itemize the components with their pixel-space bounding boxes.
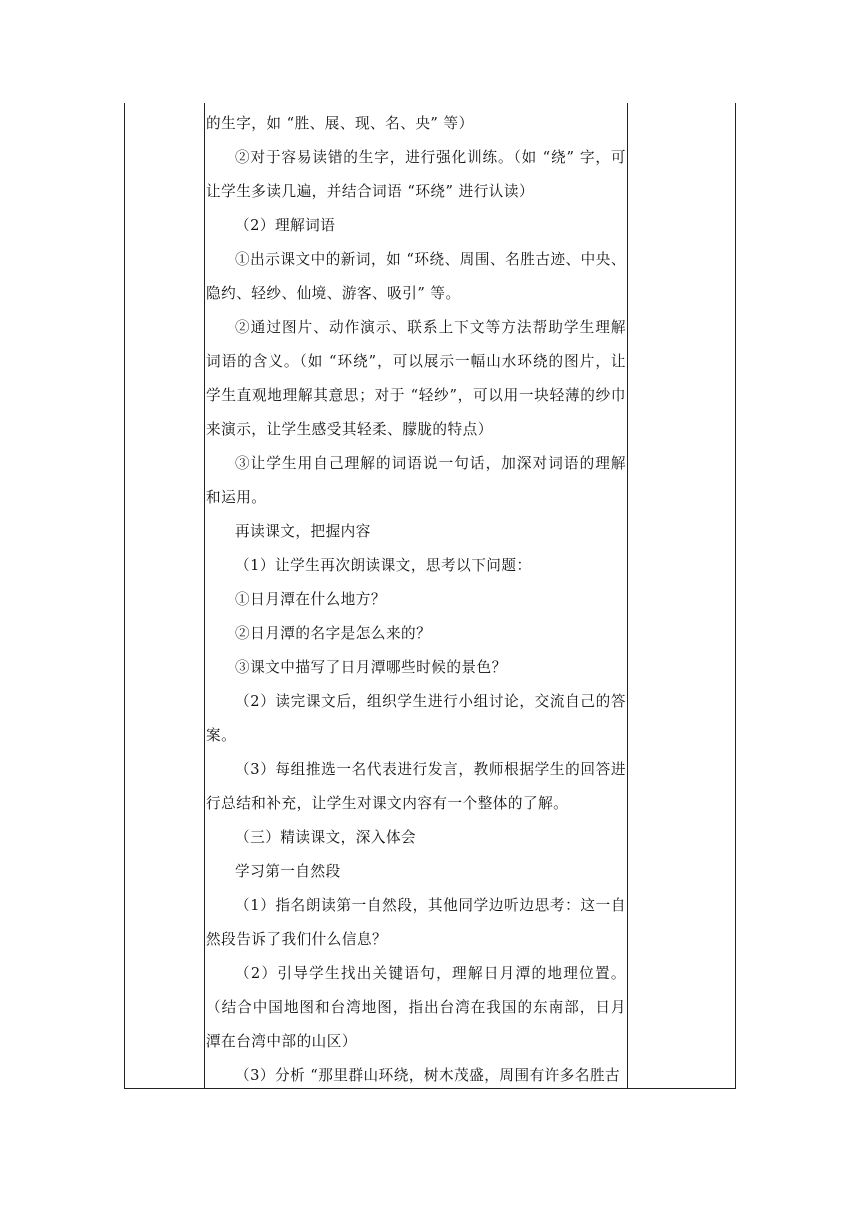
paragraph: （1）指名朗读第一自然段，其他同学边听边思考：这一自然段告诉了我们什么信息？ <box>206 897 626 948</box>
paragraph: （2）引导学生找出关键语句，理解日月潭的地理位置。（结合中国地图和台湾地图，指出台湾在我国的东南部，日月潭在台湾中部的山区） <box>206 965 626 1050</box>
paragraph: ②对于容易读错的生字，进行强化训练。（如 “绕” 字，可让学生多读几遍，并结合词语 “环绕” 进行认读） <box>206 149 626 200</box>
paragraph: 的生字，如 “胜、展、现、名、央” 等） <box>206 115 474 132</box>
paragraph: ③课文中描写了日月潭哪些时候的景色？ <box>235 659 507 676</box>
table-border-left <box>124 103 125 1089</box>
paragraph: （3）分析 “那里群山环绕，树木茂盛，周围有许多名胜古 <box>235 1067 621 1084</box>
paragraph: （1）让学生再次朗读课文，思考以下问题： <box>235 557 532 574</box>
table-column-divider-right <box>627 103 628 1089</box>
paragraph: ②通过图片、动作演示、联系上下文等方法帮助学生理解词语的含义。（如 “环绕”，可以展示一幅山水环绕的图片，让学生直观地理解其意思；对于 “轻纱”，可以用一块轻薄的纱巾来演示，让学生感受其轻柔、朦胧的特点） <box>206 319 626 438</box>
paragraph: （3）每组推选一名代表进行发言，教师根据学生的回答进行总结和补充，让学生对课文内容有一个整体的了解。 <box>206 761 626 812</box>
paragraph: ①日月潭在什么地方？ <box>235 591 386 608</box>
paragraph: （2）读完课文后，组织学生进行小组讨论，交流自己的答案。 <box>206 693 626 744</box>
paragraph: ①出示课文中的新词，如 “环绕、周围、名胜古迹、中央、隐约、轻纱、仙境、游客、吸引” 等。 <box>206 251 626 302</box>
paragraph: 学习第一自然段 <box>235 863 341 880</box>
table-column-divider-left <box>204 103 205 1089</box>
section-heading: （三）精读课文，深入体会 <box>235 829 417 846</box>
table-border-right <box>735 103 736 1089</box>
paragraph: ③让学生用自己理解的词语说一句话，加深对词语的理解和运用。 <box>206 455 626 506</box>
paragraph: ②日月潭的名字是怎么来的？ <box>235 625 432 642</box>
lesson-content-cell <box>206 107 626 1093</box>
paragraph: 再读课文，把握内容 <box>235 523 371 540</box>
paragraph: （2）理解词语 <box>235 217 336 234</box>
